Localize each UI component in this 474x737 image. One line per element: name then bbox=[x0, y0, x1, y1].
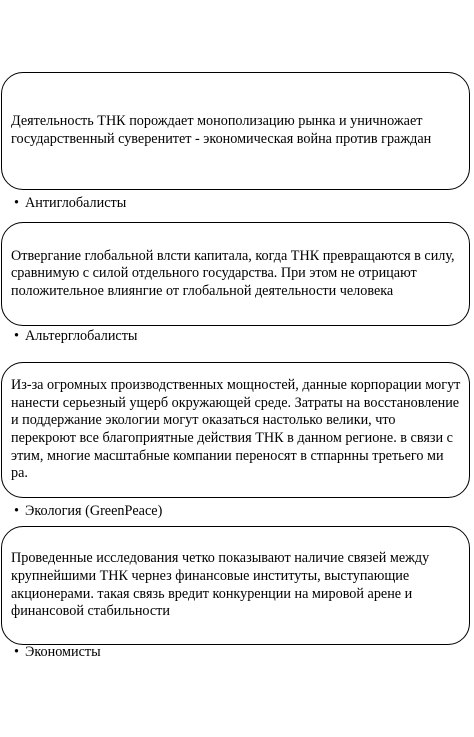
alterglobalists-text: Отвергание глобальной влсти капитала, когда ТНК превращаются в силу, сравнимую с силой отдельного государства. При этом не отрицают положительное влиянгие от глобальной деятельности человека bbox=[11, 247, 455, 299]
antiglobalists-label-text: Антиглобалисты bbox=[25, 195, 127, 211]
economists-label bbox=[14, 644, 101, 661]
economists-text: Проведенные исследования четко показывают наличие связей между крупнейшими ТНК чернез финансовые институты, выступающие акционерами. такая связь вредит конкуренции на мировой арене и финансовой стабильности bbox=[11, 550, 430, 620]
economists-label-text: Экономисты bbox=[25, 644, 101, 660]
ecology-text: Из-за огромных производственных мощностей, данные корпорации могут нанести серьезный ущерб окружающей среде. Затраты на восстановление и поддержание экологии могут оказаться настолько велики, что перекроют все благоприятные действия ТНК в данном регионе. в связи с этим, многие масштабные компании переносят в стпарнны третьего ми ра. bbox=[11, 377, 461, 482]
bullet-icon: • bbox=[14, 644, 19, 660]
alterglobalists-label bbox=[14, 328, 137, 345]
antiglobalists-text-box bbox=[1, 72, 470, 190]
alterglobalists-text-box bbox=[1, 222, 470, 326]
bullet-icon: • bbox=[14, 195, 19, 211]
bullet-icon: • bbox=[14, 503, 19, 519]
ecology-text-box bbox=[1, 362, 470, 498]
ecology-label bbox=[14, 503, 162, 520]
antiglobalists-label bbox=[14, 195, 126, 212]
antiglobalists-text: Деятельность ТНК порождает монополизацию рынка и уничножает государственный суверенитет - экономическая война против граждан bbox=[11, 113, 432, 147]
economists-text-box bbox=[1, 526, 470, 645]
alterglobalists-label-text: Альтерглобалисты bbox=[25, 328, 138, 344]
bullet-icon: • bbox=[14, 328, 19, 344]
ecology-label-text: Экология (GreenPeace) bbox=[25, 503, 163, 519]
